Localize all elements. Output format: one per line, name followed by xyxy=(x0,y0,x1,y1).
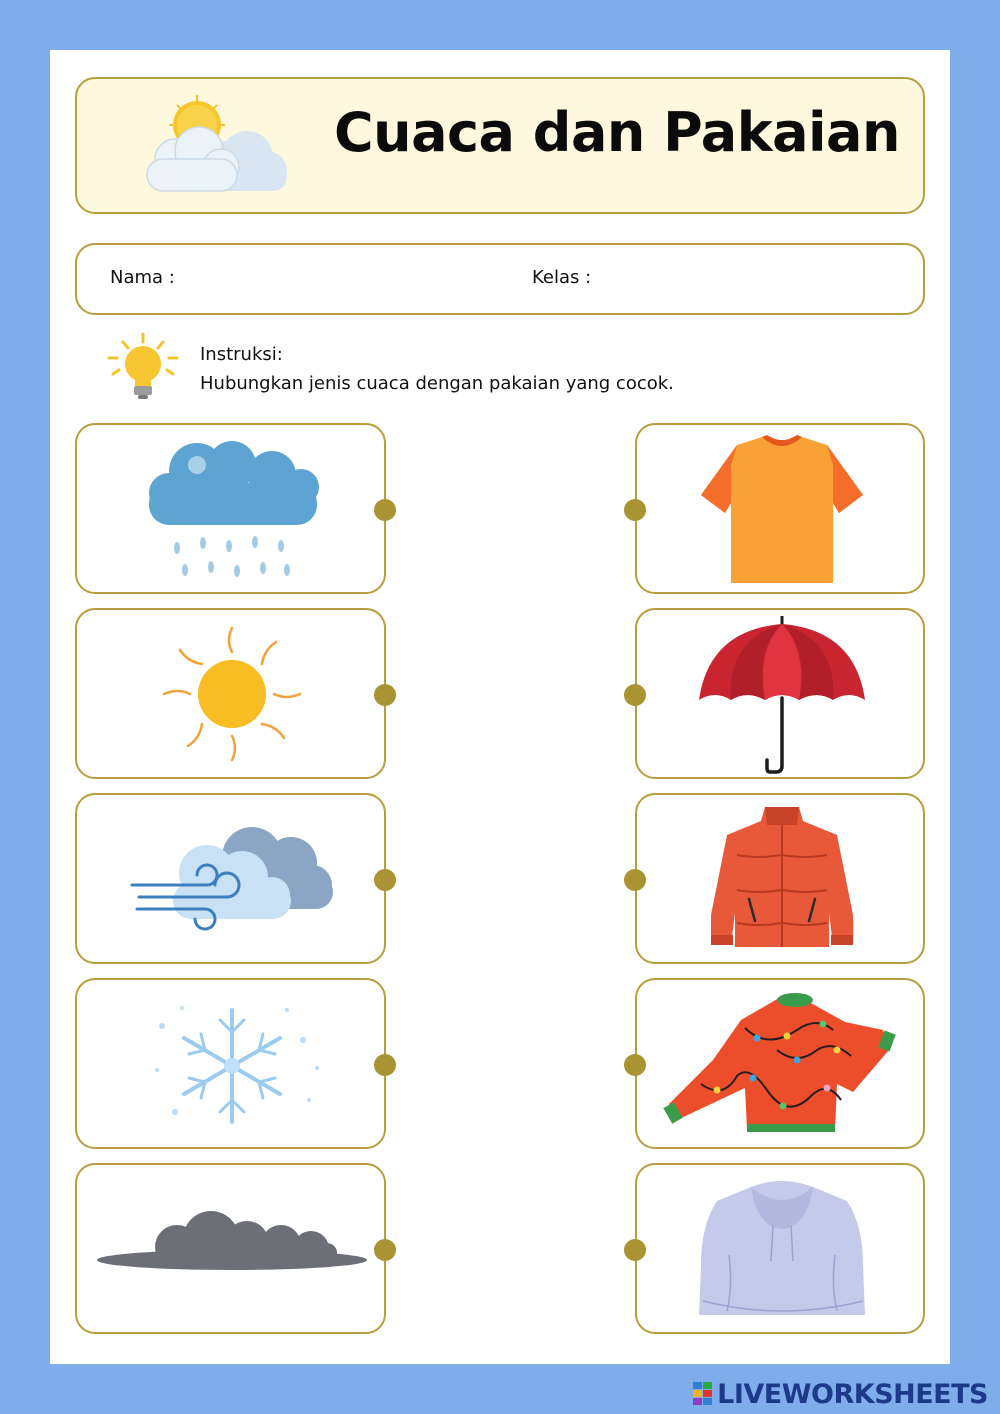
match-dot-right-2[interactable] xyxy=(624,684,646,706)
page-title: Cuaca dan Pakaian xyxy=(334,101,900,164)
match-dot-right-5[interactable] xyxy=(624,1239,646,1261)
weather-card-sunny xyxy=(75,608,386,779)
instructions-text: Hubungkan jenis cuaca dengan pakaian yang cocok. xyxy=(200,373,674,394)
dark-cloud-icon xyxy=(77,1165,388,1336)
sun-cloud-icon xyxy=(137,93,287,203)
match-dot-left-3[interactable] xyxy=(374,869,396,891)
sweater-icon xyxy=(637,980,927,1151)
clothing-card-umbrella xyxy=(635,608,925,779)
rain-cloud-icon xyxy=(77,425,388,596)
umbrella-icon xyxy=(637,610,927,781)
name-label: Nama : xyxy=(110,267,175,288)
match-dot-right-1[interactable] xyxy=(624,499,646,521)
instructions-heading: Instruksi: xyxy=(200,344,283,365)
title-banner xyxy=(75,77,925,214)
puffer-jacket-icon xyxy=(637,795,927,966)
clothing-card-tshirt xyxy=(635,423,925,594)
lightbulb-icon xyxy=(105,332,185,404)
tshirt-icon xyxy=(637,425,927,596)
match-dot-right-4[interactable] xyxy=(624,1054,646,1076)
wind-cloud-icon xyxy=(77,795,388,966)
snowflake-icon xyxy=(77,980,388,1151)
weather-card-snowy xyxy=(75,978,386,1149)
sun-icon xyxy=(77,610,388,781)
clothing-card-hoodie xyxy=(635,1163,925,1334)
match-dot-left-2[interactable] xyxy=(374,684,396,706)
clothing-card-sweater xyxy=(635,978,925,1149)
brand-name: LIVEWORKSHEETS xyxy=(717,1378,988,1410)
liveworksheets-logo xyxy=(693,1380,988,1408)
weather-card-rainy xyxy=(75,423,386,594)
instructions xyxy=(200,340,674,398)
match-dot-left-1[interactable] xyxy=(374,499,396,521)
match-dot-left-4[interactable] xyxy=(374,1054,396,1076)
class-label: Kelas : xyxy=(532,267,592,288)
hoodie-icon xyxy=(637,1165,927,1336)
student-info-box xyxy=(75,243,925,315)
weather-card-windy xyxy=(75,793,386,964)
clothing-card-jacket xyxy=(635,793,925,964)
weather-card-cloudy xyxy=(75,1163,386,1334)
worksheet-page xyxy=(50,50,950,1364)
match-dot-left-5[interactable] xyxy=(374,1239,396,1261)
match-dot-right-3[interactable] xyxy=(624,869,646,891)
logo-mark-icon xyxy=(693,1382,713,1406)
